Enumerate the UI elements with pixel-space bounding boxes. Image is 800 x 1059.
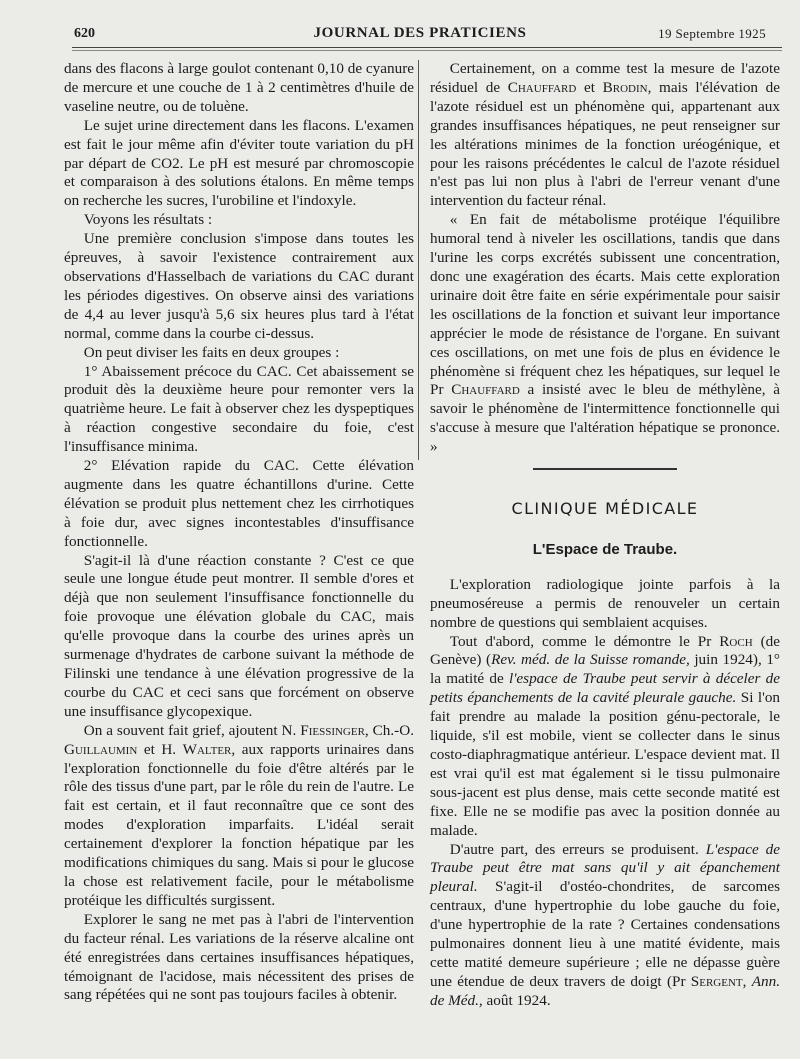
text-run: a insisté avec le bleu de méthylène, à savoir le phénomène de l'intermittence fonctionnelle qui s'accuse à mesure que l'altération hépatique se prononce. » xyxy=(430,381,780,456)
text-run: , aux rapports urinaires dans l'exploration fonctionnelle du foie d'être altérés par le rôle des tissus d'une part, par le rôle du rein de l'autre. Le fait est certain, et il faut reconnaître que ce sont des modes d'exploration imparfaits. L'idéal serait certainement d'explorer la fonction hépatique par les modifications chimiques du sang. Mais si pour le glucose la chose est relativement facile, pour le métabolisme protéique les difficultés surgissent. xyxy=(64,740,414,909)
paragraph xyxy=(430,841,780,1011)
paragraph: Voyons les résultats : xyxy=(83,211,213,229)
text-run: juin 1924), 1° la matité de xyxy=(430,651,780,688)
emphasis: L'espace de Traube peut être mat sans qu'il y ait épanchement pleural. xyxy=(430,840,780,896)
header-rule-thin xyxy=(72,50,782,51)
page-header xyxy=(74,24,766,46)
column-divider xyxy=(418,60,419,460)
author-name: Chauffard xyxy=(507,78,577,96)
paragraph xyxy=(430,60,780,211)
emphasis: l'espace de Traube peut servir à déceler de petits épanchements de la cavité pleurale gauche. xyxy=(430,670,780,707)
text-run: Certainement, on a comme test la mesure de l'azote résiduel de xyxy=(430,60,780,96)
text-run: Si l'on fait prendre au malade la position génu-pectorale, le liquide, s'il est mobile, vient se collecter dans le sinus costo-diaphragmatique antérieur. L'espace devient mat. Il est vrai qu'il est mat également si le tissu pulmonaire sous-jacent est plus dense, mais cette seconde matité est fixe. Elle ne se modifie pas avec la position donnée au malade. xyxy=(430,689,781,839)
author-name: Roch xyxy=(719,632,753,650)
paragraph: 1° Abaissement précoce du CAC. Cet abaissement se produit dès la deuxième heure pour remonter vers la quatrième heure. Le fait à observer chez les dyspeptiques à réaction congestive secondaire du foie, c'est l'insuffisance minima. xyxy=(64,362,414,456)
citation: Rev. méd. de la Suisse romande, xyxy=(491,651,690,669)
author-name: Fiessinger xyxy=(300,721,365,739)
section-separator xyxy=(533,468,677,470)
paragraph xyxy=(64,722,414,911)
paragraph: dans des flacons à large goulot contenant 0,10 de cyanure de mercure et une couche de 1 à 2 centimètres d'huile de vaseline neutre, ou de toluène. xyxy=(64,60,414,115)
page-number: 620 xyxy=(74,26,95,41)
text-run: et H. xyxy=(137,740,183,758)
author-name: Brodin xyxy=(602,78,648,96)
text-run: S'agit-il d'ostéo-chondrites, de sarcomes centraux, d'une hypertrophie du lobe gauche du foie, d'une hypertrophie de la rate ? Certaines condensations pulmonaires donnent lieu à une matité évidente, mais cette matité demeure supérieure ; elle ne dépasse guère une étendue de deux travers de doigt (Pr xyxy=(430,878,780,990)
text-run: , Ch.-O. xyxy=(364,721,414,739)
paragraph: Une première conclusion s'impose dans toutes les épreuves, à savoir l'existence contrairement aux observations d'Hasselbach de variations du CAC durant les périodes digestives. On observe ainsi des variations de 4,4 au lever jusqu'à 5,6 six heures plus tard à l'état normal, comme dans la courbe ci-dessus. xyxy=(64,230,414,342)
paragraph: On peut diviser les faits en deux groupes : xyxy=(83,343,340,361)
author-name: Sergent xyxy=(690,972,743,990)
issue-date: 19 Septembre 1925 xyxy=(658,26,766,41)
header-rule xyxy=(72,47,782,48)
article-title: L'Espace de Traube. xyxy=(532,540,678,558)
text-run: août 1924. xyxy=(482,991,551,1009)
text-run: (de Genève) ( xyxy=(430,632,780,669)
text-run: On a souvent fait grief, ajoutent N. xyxy=(83,721,301,739)
paragraph: Le sujet urine directement dans les flacons. L'examen est fait le jour même afin d'éviter toute variation du pH par départ de CO2. Le pH est mesuré par chromoscopie et comparaison à des solutions étalons. En même temps on recherche les sucres, l'urobiline et l'indoxyle. xyxy=(64,116,414,210)
right-column xyxy=(430,60,780,1011)
paragraph: 2° Elévation rapide du CAC. Cette élévation augmente dans les quatre échantillons d'urine. Cette élévation se produit plus nettement chez les cirrhotiques à foie dur, avec signes incontestables d'insuffisance fonctionnelle. xyxy=(64,457,414,550)
text-run: D'autre part, des erreurs se produisent. xyxy=(449,840,706,858)
text-run: « En fait de métabolisme protéique l'équilibre humoral tend à niveler les oscillations, tandis que dans l'urine les corps excrétés subissent une concentration, donc une exagération des écarts. Mais cette exploration urinaire doit être faite en série expérimentale pour saisir les oscillations de la fonction et suivant leur importance apprécier le mode de résistance de l'organe. En suivant ces oscillations, on met une fois de plus en évidence le phénomène si fréquent chez les hépatiques, sur lequel le Pr xyxy=(430,211,780,399)
left-column xyxy=(64,60,414,1005)
paragraph xyxy=(430,211,780,457)
paragraph xyxy=(430,633,780,841)
text-run: et xyxy=(576,78,603,96)
text-run: , xyxy=(742,972,752,990)
paragraph: Explorer le sang ne met pas à l'abri de l'intervention du facteur rénal. Les variations de la réserve alcaline ont été enregistrées dans certaines insuffisances hépatiques, témoignant de l'acidose, mais nécessitent des prises de sang répétées qui ne sont pas toujours faciles à obtenir. xyxy=(64,910,414,1004)
citation: Ann. de Méd., xyxy=(430,972,780,1009)
section-heading: CLINIQUE MÉDICALE xyxy=(511,499,699,519)
journal-title: JOURNAL DES PRATICIENS xyxy=(313,25,527,41)
paragraph: S'agit-il là d'une réaction constante ? C'est ce que seule une longue étude peut montrer. Il semble d'ores et déjà que non seulement l'insuffisance fonctionnelle du foie provoque une élévation globale du CAC, mais qu'elle provoque dans la courbe des urines après un surmenage d'hydrates de carbone suivant la méthode de Filinski une tendance à une élévation progressive de la courbe du CAC et ceci sans que forcément on observe une insuffisance glycopexique. xyxy=(64,551,414,720)
text-run: Tout d'abord, comme le démontre le Pr xyxy=(449,632,720,650)
author-name: Guillaumin xyxy=(64,740,138,758)
text-run: , mais l'élévation de l'azote résiduel est un phénomène qui, appartenant aux grandes insuffisances hépatiques, ne peut renseigner sur les altérations minimes de la fonction uréogénique, et pour les raisons précédentes le calcul de l'azote résiduel n'est pas lui non plus à l'abri de l'erreur venant d'une intervention du facteur rénal. xyxy=(430,78,780,210)
paragraph: L'exploration radiologique jointe parfois à la pneumoséreuse a permis de renouveler un certain nombre de questions qui semblaient acquises. xyxy=(430,575,780,631)
author-name: Chauffard xyxy=(451,381,520,399)
author-name: Walter xyxy=(182,740,232,758)
